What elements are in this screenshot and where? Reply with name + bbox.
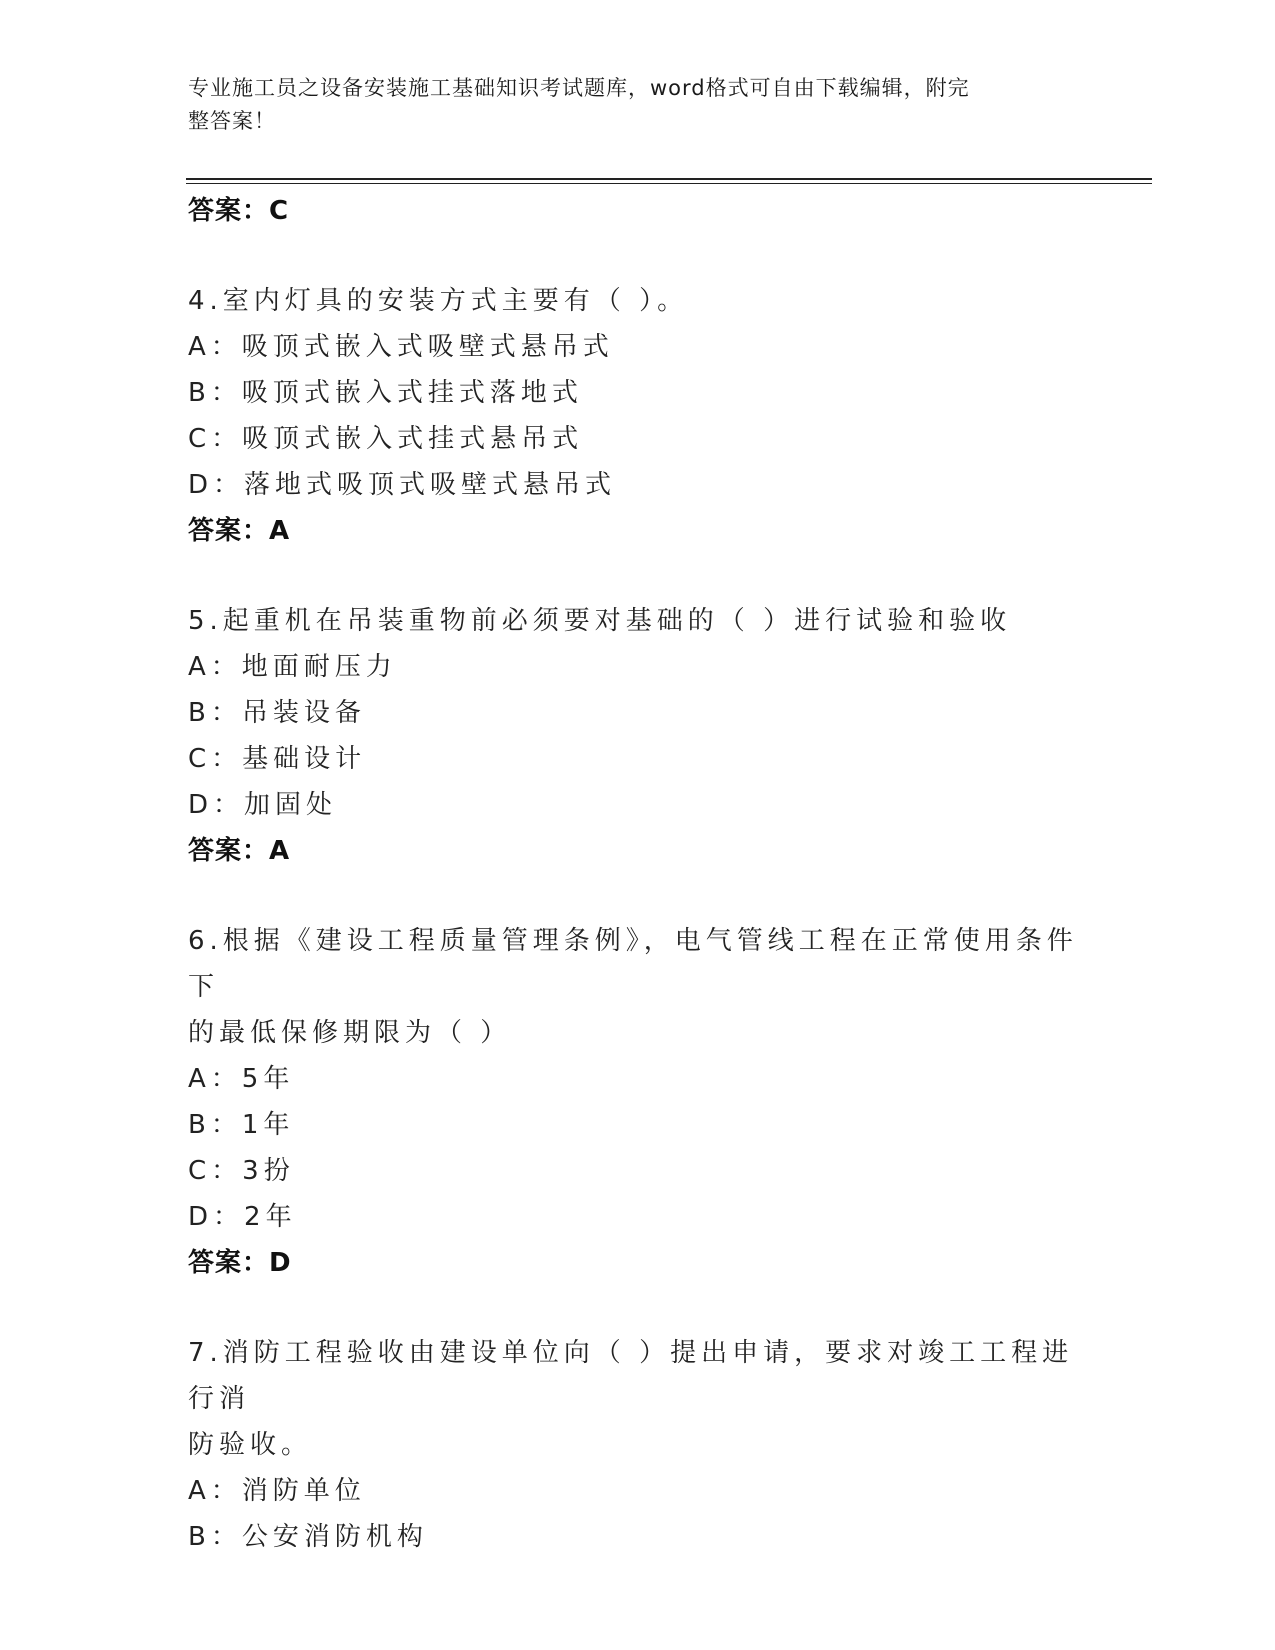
question-title: 5.起重机在吊装重物前必须要对基础的（ ）进行试验和验收 <box>188 606 1012 636</box>
question-title-line-1: 7.消防工程验收由建设单位向（ ）提出申请，要求对竣工工程进行消 <box>188 1338 1074 1414</box>
option-d: D：2年 <box>188 1202 297 1232</box>
question-block-6 <box>188 918 1088 1286</box>
option-c: C：3扮 <box>188 1156 295 1186</box>
header-line-2: 整答案！ <box>188 109 276 133</box>
document-body <box>188 188 1088 1560</box>
option-c: C：基础设计 <box>188 744 367 774</box>
option-b: B：1年 <box>188 1110 295 1140</box>
answer-q3: 答案：C <box>188 196 290 226</box>
option-d: D：落地式吸顶式吸壁式悬吊式 <box>188 470 617 500</box>
answer: 答案：A <box>188 516 291 546</box>
header-divider-thin <box>186 183 1152 184</box>
option-b: B：吸顶式嵌入式挂式落地式 <box>188 378 583 408</box>
question-block-5 <box>188 598 1088 874</box>
answer: 答案：D <box>188 1248 292 1278</box>
option-a: A：地面耐压力 <box>188 652 397 682</box>
option-b: B：公安消防机构 <box>188 1522 428 1552</box>
question-title-line-2: 的最低保修期限为（ ） <box>188 1018 512 1048</box>
option-a: A：吸顶式嵌入式吸壁式悬吊式 <box>188 332 614 362</box>
question-title-line-2: 防验收。 <box>188 1430 313 1460</box>
question-block-4 <box>188 278 1088 554</box>
question-title: 4.室内灯具的安装方式主要有（ ）。 <box>188 286 689 316</box>
document-header <box>188 72 1068 138</box>
header-line-1: 专业施工员之设备安装施工基础知识考试题库，word格式可自由下载编辑，附完 <box>188 76 970 100</box>
question-title-line-1: 6.根据《建设工程质量管理条例》，电气管线工程在正常使用条件下 <box>188 926 1078 1002</box>
option-a: A：5年 <box>188 1064 295 1094</box>
question-block-7 <box>188 1330 1088 1560</box>
option-a: A：消防单位 <box>188 1476 366 1506</box>
answer: 答案：A <box>188 836 291 866</box>
option-c: C：吸顶式嵌入式挂式悬吊式 <box>188 424 584 454</box>
option-b: B：吊装设备 <box>188 698 366 728</box>
header-divider-thick <box>186 178 1152 180</box>
option-d: D：加固处 <box>188 790 338 820</box>
